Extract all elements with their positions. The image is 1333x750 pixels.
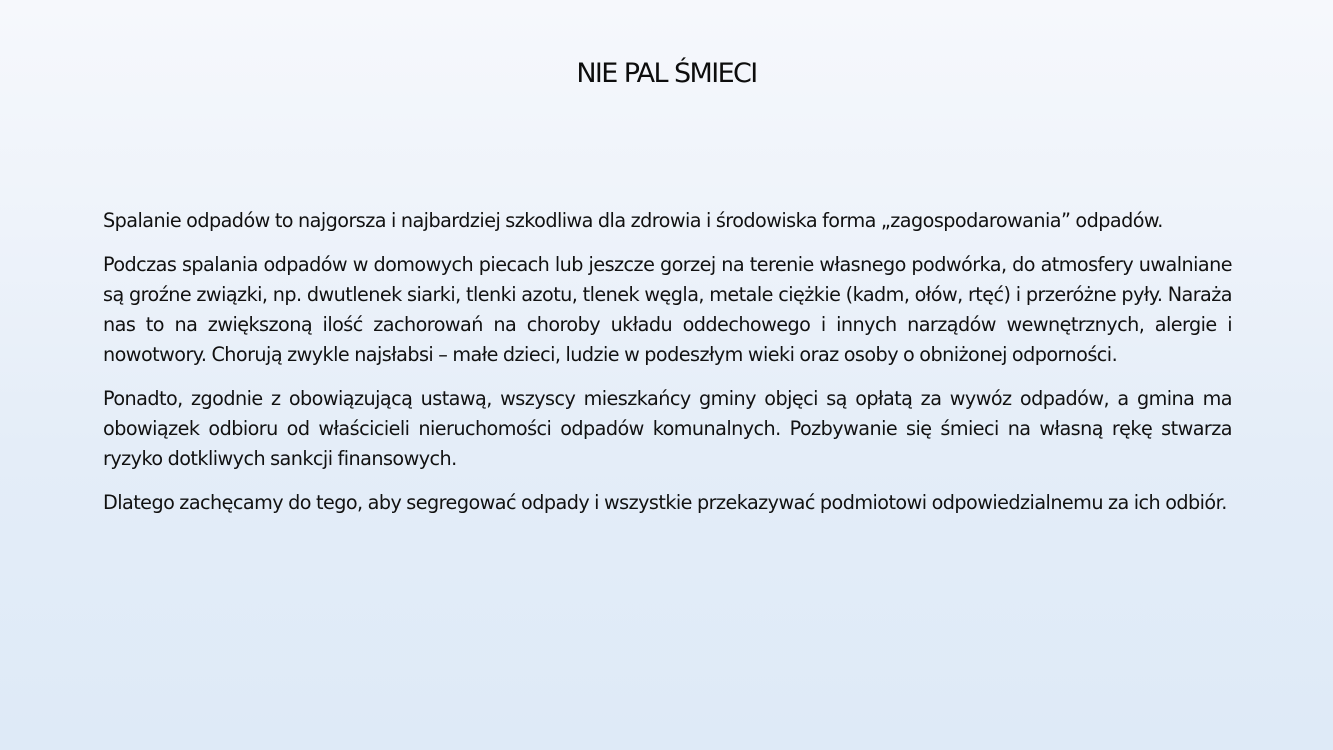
slide-title: NIE PAL ŚMIECI <box>576 58 757 89</box>
paragraph-legal: Ponadto, zgodnie z obowiązującą ustawą, wszyscy mieszkańcy gminy objęci są opłatą za wywóz odpadów, a gmina ma obowiązek odbioru od właścicieli nieruchomości odpadów komunalnych. Pozbywanie się śmieci na własną rękę stwarza ryzyko dotkliwych sankcji finansowych. <box>103 387 1232 470</box>
slide-body <box>103 206 1232 532</box>
paragraph-intro: Spalanie odpadów to najgorsza i najbardziej szkodliwa dla zdrowia i środowiska forma „zagospodarowania” odpadów. <box>103 209 1163 232</box>
paragraph-call-to-action: Dlatego zachęcamy do tego, aby segregować odpady i wszystkie przekazywać podmiotowi odpowiedzialnemu za ich odbiór. <box>103 491 1227 514</box>
paragraph-health-effects: Podczas spalania odpadów w domowych piecach lub jeszcze gorzej na terenie własnego podwórka, do atmosfery uwalniane są groźne związki, np. dwutlenek siarki, tlenki azotu, tlenek węgla, metale ciężkie (kadm, ołów, rtęć) i przeróżne pyły. Naraża nas to na zwiększoną ilość zachorowań na choroby układu oddechowego i innych narządów wewnętrznych, alergie i nowotwory. Chorują zwykle najsłabsi – małe dzieci, ludzie w podeszłym wieki oraz osoby o obniżonej odporności. <box>103 253 1232 366</box>
